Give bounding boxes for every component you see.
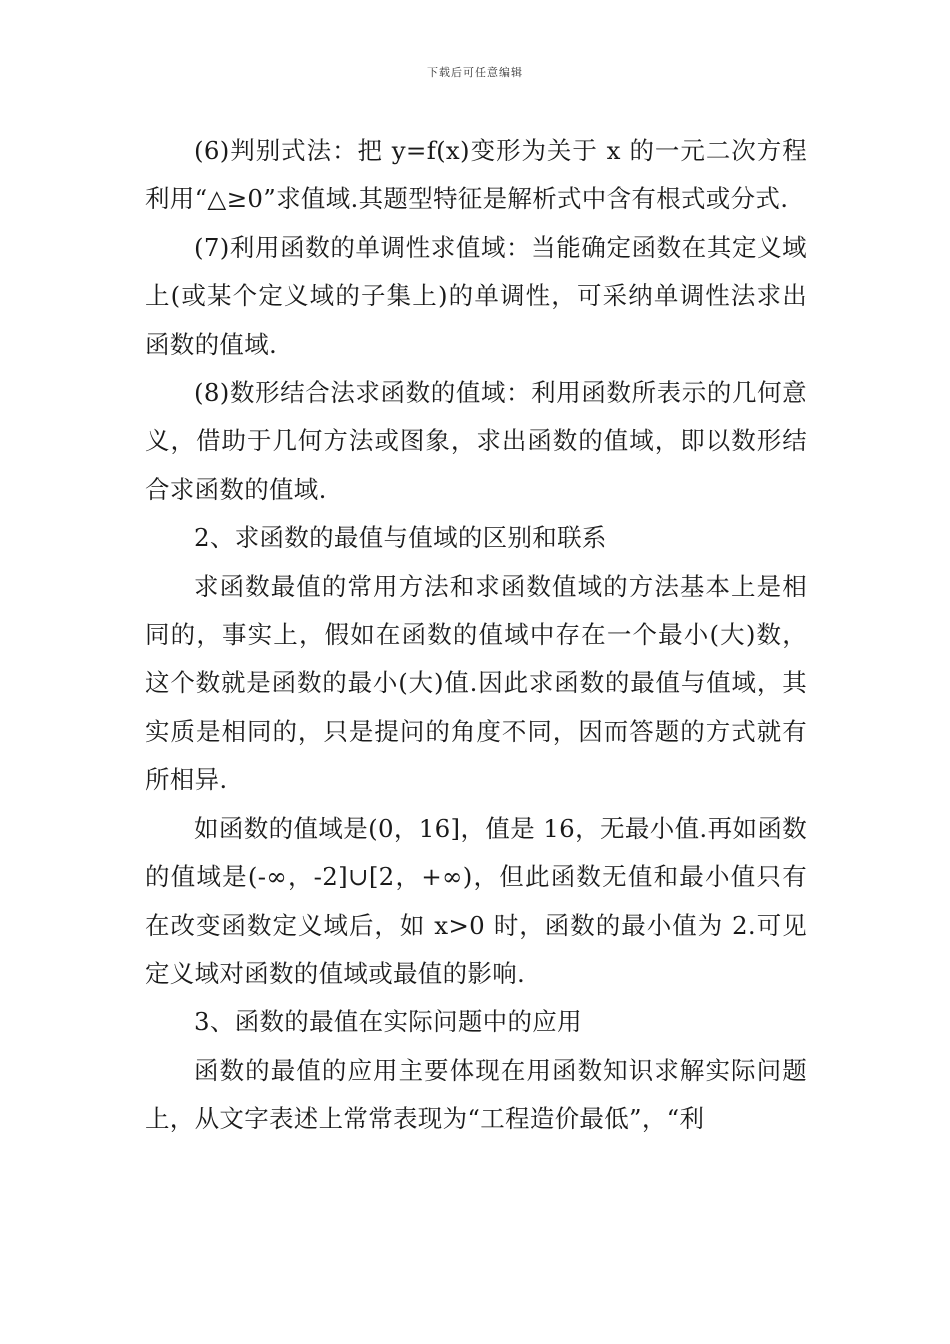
section-heading-2: 2、求函数的最值与值域的区别和联系 bbox=[194, 523, 607, 553]
paragraph-extrema-vs-range: 求函数最值的常用方法和求函数值域的方法基本上是相同的，事实上，假如在函数的值域中存在一个最小(大)数，这个数就是函数的最小(大)值.因此求函数的最值与值域，其实质是相同的，只是提问的角度不同，因而答题的方式就有所相异. bbox=[145, 571, 807, 795]
paragraph-graphical-method: (8)数形结合法求函数的值域：利用函数所表示的几何意义，借助于几何方法或图象，求出函数的值域，即以数形结合求函数的值域. bbox=[145, 378, 807, 504]
paragraph-monotonicity-method: (7)利用函数的单调性求值域：当能确定函数在其定义域上(或某个定义域的子集上)的单调性，可采纳单调性法求出函数的值域. bbox=[145, 232, 807, 359]
paragraph-applications: 函数的最值的应用主要体现在用函数知识求解实际问题上，从文字表述上常常表现为“工程造价最低”，“利 bbox=[145, 1055, 807, 1134]
paragraph-discriminant-method: (6)判别式法：把 y=f(x)变形为关于 x 的一元二次方程利用“△≥0”求值域.其题型特征是解析式中含有根式或分式. bbox=[145, 136, 807, 214]
paragraph-example: 如函数的值域是(0，16]，值是 16，无最小值.再如函数的值域是(-∞，-2]∪[2，+∞)，但此函数无值和最小值只有在改变函数定义域后，如 x>0 时，函数的最小值为 2.可见定义域对函数的值域或最值的影响. bbox=[145, 813, 807, 988]
page-header: 下载后可任意编辑 bbox=[427, 66, 523, 79]
section-heading-3: 3、函数的最值在实际问题中的应用 bbox=[194, 1007, 582, 1037]
document-body bbox=[145, 127, 807, 1144]
